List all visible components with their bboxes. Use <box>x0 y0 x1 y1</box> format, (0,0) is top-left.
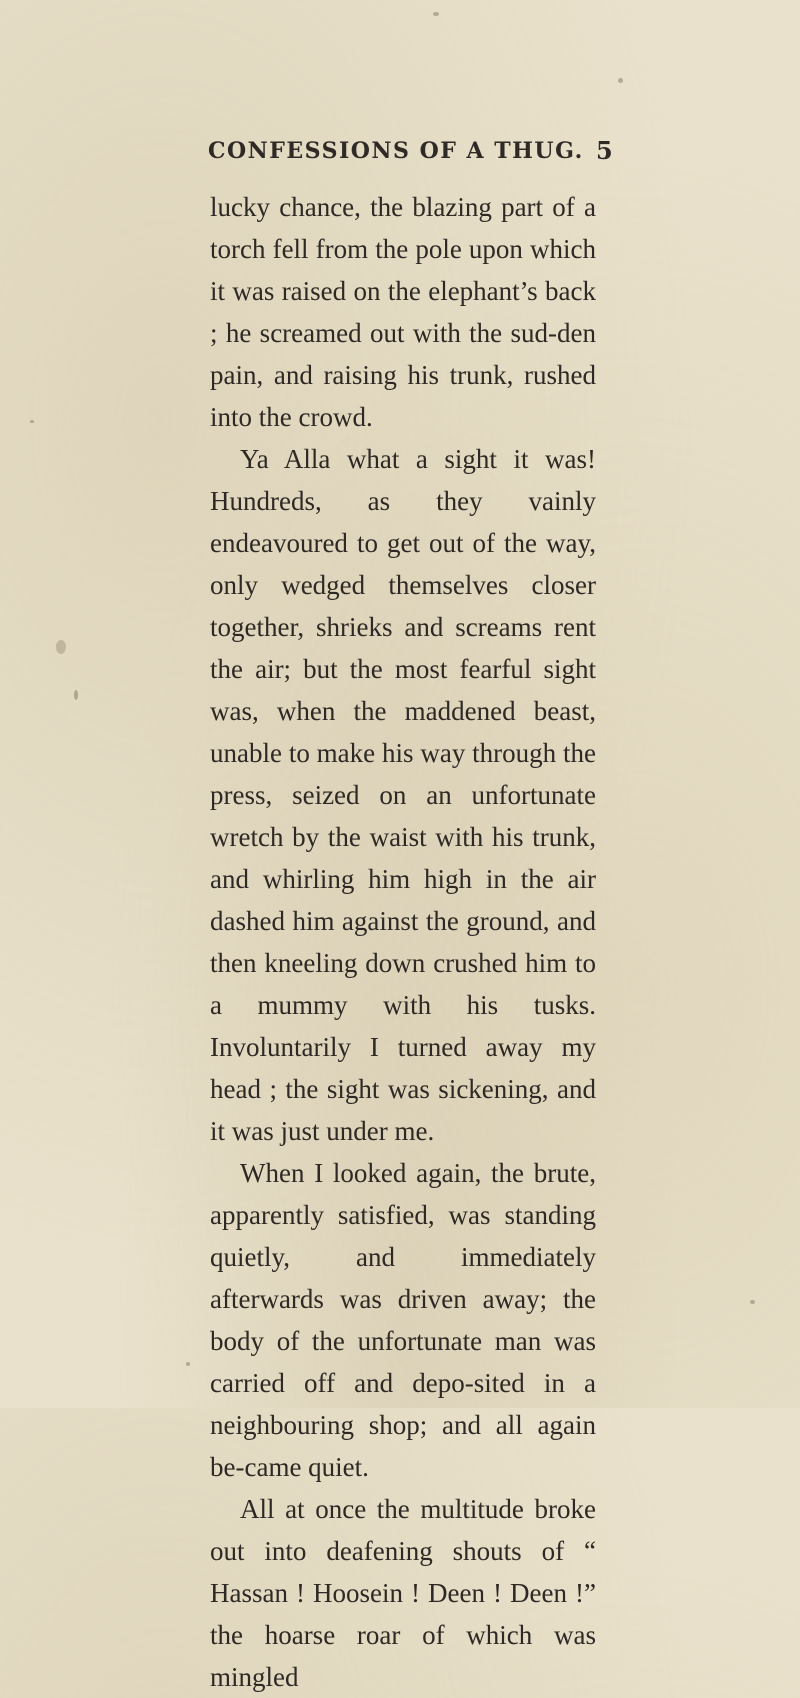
paper-speck <box>56 640 66 654</box>
paper-speck <box>618 78 623 83</box>
paragraph-4: All at once the multitude broke out into deafening shouts of “ Hassan ! Hoosein ! Deen ! Deen !” the hoarse roar of which was mingled <box>210 1494 596 1692</box>
paragraph-3: When I looked again, the brute, apparently satisfied, was standing quietly, and immediately afterwards was driven away; the body of the unfortunate man was carried off and depo-sited in a neighbouring shop; and all again be-came quiet. <box>210 1158 596 1482</box>
paper-speck <box>74 690 78 700</box>
paper-speck <box>30 420 34 423</box>
paragraph-2: Ya Alla what a sight it was! Hundreds, as they vainly endeavoured to get out of the way, only wedged themselves closer together, shrieks and screams rent the air; but the most fearful sight was, when the maddened beast, unable to make his way through the press, seized on an unfortunate wretch by the waist with his trunk, and whirling him high in the air dashed him against the ground, and then kneeling down crushed him to a mummy with his tusks. Involuntarily I turned away my head ; the sight was sickening, and it was just under me. <box>210 444 596 1146</box>
paper-speck <box>433 12 439 16</box>
body-text <box>210 186 596 1698</box>
paper-speck <box>186 1362 190 1366</box>
page-number: 5 <box>596 136 613 165</box>
paper-speck <box>750 1300 755 1304</box>
paragraph-1: lucky chance, the blazing part of a torch fell from the pole upon which it was raised on the elephant’s back ; he screamed out with the sud-den pain, and raising his trunk, rushed into the crowd. <box>210 192 596 432</box>
running-title: CONFESSIONS OF A THUG. <box>208 138 584 164</box>
